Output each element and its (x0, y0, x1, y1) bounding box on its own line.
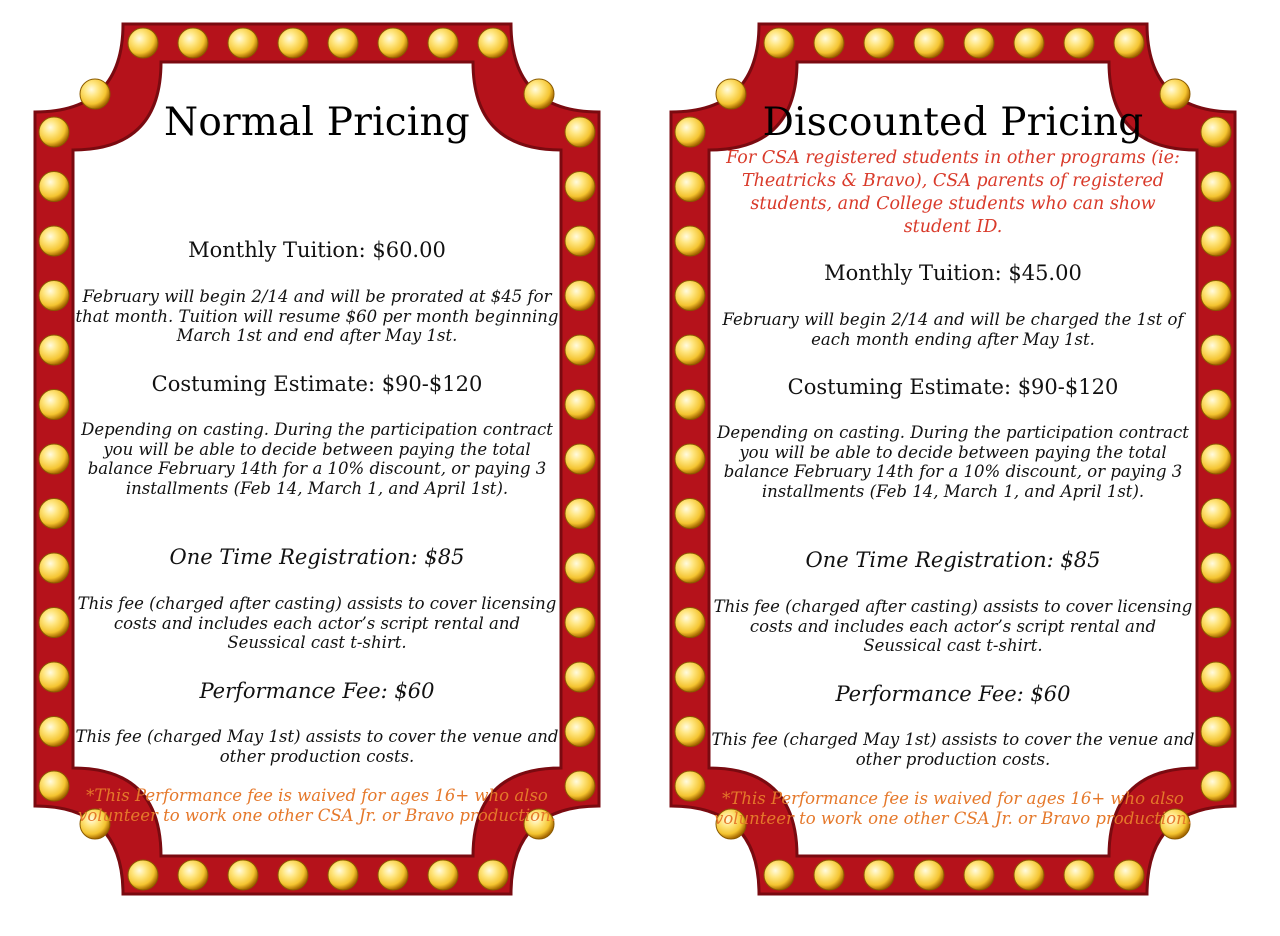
discounted-pricing-card (669, 22, 1237, 896)
marquee-bulb-icon (914, 28, 944, 58)
marquee-bulb-icon (864, 860, 894, 890)
marquee-bulb-icon (1201, 608, 1231, 638)
page-title: Normal Pricing (164, 100, 470, 145)
marquee-bulb-icon (39, 390, 69, 420)
marquee-bulb-icon (1064, 28, 1094, 58)
marquee-bulb-icon (764, 860, 794, 890)
tuition-text: February will begin 2/14 and will be charged the 1st of each month ending after May 1st. (722, 310, 1184, 349)
marquee-bulb-icon (565, 172, 595, 202)
marquee-bulb-icon (565, 281, 595, 311)
waiver-note: *This Performance fee is waived for ages 16+ who also volunteer to work one other CSA Jr. or Bravo production. (714, 789, 1192, 828)
marquee-bulb-icon (128, 860, 158, 890)
marquee-bulb-icon (1201, 553, 1231, 583)
marquee-bulb-icon (1201, 281, 1231, 311)
eligibility-text: For CSA registered students in other programs (ie: Theatricks & Bravo), CSA parents of registered students, and College students who can show student ID. (726, 148, 1180, 237)
marquee-bulb-icon (1201, 117, 1231, 147)
registration-text: This fee (charged after casting) assists to cover licensing costs and includes each actor’s script rental and Seussical cast t-shirt. (713, 597, 1193, 655)
marquee-bulb-icon (1201, 662, 1231, 692)
marquee-bulb-icon (814, 860, 844, 890)
marquee-bulb-icon (39, 553, 69, 583)
marquee-bulb-icon (39, 281, 69, 311)
marquee-bulb-icon (565, 608, 595, 638)
marquee-bulb-icon (39, 335, 69, 365)
tuition-text: February will begin 2/14 and will be prorated at $45 for that month. Tuition will resume $60 per month beginning March 1st and end after May 1st. (75, 287, 559, 345)
performance-text: This fee (charged May 1st) assists to cover the venue and other production costs. (75, 727, 559, 766)
marquee-bulb-icon (39, 117, 69, 147)
marquee-bulb-icon (39, 226, 69, 256)
marquee-bulb-icon (1201, 444, 1231, 474)
marquee-bulb-icon (914, 860, 944, 890)
marquee-bulb-icon (675, 226, 705, 256)
marquee-bulb-icon (864, 28, 894, 58)
marquee-bulb-icon (565, 771, 595, 801)
marquee-bulb-icon (228, 860, 258, 890)
normal-pricing-card (33, 22, 601, 896)
performance-text: This fee (charged May 1st) assists to cover the venue and other production costs. (711, 730, 1195, 769)
waiver-note: *This Performance fee is waived for ages 16+ who also volunteer to work one other CSA Jr. or Bravo production. (78, 786, 556, 825)
marquee-bulb-icon (39, 499, 69, 529)
marquee-bulb-icon (478, 28, 508, 58)
marquee-bulb-icon (1114, 28, 1144, 58)
marquee-bulb-icon (675, 662, 705, 692)
marquee-bulb-icon (675, 608, 705, 638)
marquee-bulb-icon (1201, 771, 1231, 801)
marquee-bulb-icon (428, 28, 458, 58)
marquee-bulb-icon (278, 28, 308, 58)
marquee-bulb-icon (378, 860, 408, 890)
marquee-bulb-icon (378, 28, 408, 58)
marquee-bulb-icon (565, 553, 595, 583)
marquee-bulb-icon (1201, 335, 1231, 365)
marquee-bulb-icon (1201, 390, 1231, 420)
marquee-bulb-icon (565, 662, 595, 692)
performance-heading: Performance Fee: $60 (199, 679, 435, 703)
marquee-bulb-icon (565, 444, 595, 474)
tuition-heading: Monthly Tuition: $60.00 (188, 238, 446, 262)
marquee-bulb-icon (565, 390, 595, 420)
marquee-bulb-icon (128, 28, 158, 58)
marquee-bulb-icon (565, 717, 595, 747)
marquee-bulb-icon (675, 553, 705, 583)
marquee-bulb-icon (39, 717, 69, 747)
marquee-bulb-icon (1114, 860, 1144, 890)
marquee-bulb-icon (1014, 860, 1044, 890)
marquee-bulb-icon (565, 499, 595, 529)
marquee-bulb-icon (675, 390, 705, 420)
marquee-bulb-icon (1201, 499, 1231, 529)
marquee-bulb-icon (1201, 226, 1231, 256)
registration-heading: One Time Registration: $85 (169, 545, 465, 569)
marquee-bulb-icon (675, 335, 705, 365)
marquee-bulb-icon (478, 860, 508, 890)
marquee-bulb-icon (39, 608, 69, 638)
marquee-bulb-icon (1014, 28, 1044, 58)
marquee-bulb-icon (39, 444, 69, 474)
marquee-bulb-icon (1064, 860, 1094, 890)
marquee-bulb-icon (1201, 717, 1231, 747)
marquee-bulb-icon (764, 28, 794, 58)
marquee-bulb-icon (178, 28, 208, 58)
marquee-bulb-icon (675, 717, 705, 747)
marquee-bulb-icon (565, 226, 595, 256)
page-title: Discounted Pricing (762, 100, 1144, 145)
marquee-bulb-icon (328, 28, 358, 58)
tuition-heading: Monthly Tuition: $45.00 (824, 261, 1082, 285)
marquee-bulb-icon (178, 860, 208, 890)
marquee-bulb-icon (964, 860, 994, 890)
marquee-bulb-icon (228, 28, 258, 58)
costume-heading: Costuming Estimate: $90-$120 (151, 372, 483, 396)
marquee-bulb-icon (675, 172, 705, 202)
costume-text: Depending on casting. During the participation contract you will be able to decide between paying the total balance February 14th for a 10% discount, or paying 3 installments (Feb 14, March 1, and April 1st). (717, 423, 1189, 501)
marquee-bulb-icon (675, 444, 705, 474)
marquee-bulb-icon (565, 335, 595, 365)
registration-text: This fee (charged after casting) assists to cover licensing costs and includes each actor’s script rental and Seussical cast t-shirt. (77, 594, 557, 652)
marquee-bulb-icon (964, 28, 994, 58)
marquee-bulb-icon (328, 860, 358, 890)
marquee-bulb-icon (39, 172, 69, 202)
marquee-bulb-icon (675, 771, 705, 801)
marquee-bulb-icon (428, 860, 458, 890)
marquee-bulb-icon (39, 662, 69, 692)
marquee-bulb-icon (565, 117, 595, 147)
marquee-bulb-icon (278, 860, 308, 890)
costume-text: Depending on casting. During the participation contract you will be able to decide between paying the total balance February 14th for a 10% discount, or paying 3 installments (Feb 14, March 1, and April 1st). (81, 420, 553, 498)
performance-heading: Performance Fee: $60 (835, 682, 1071, 706)
costume-heading: Costuming Estimate: $90-$120 (787, 375, 1119, 399)
registration-heading: One Time Registration: $85 (805, 548, 1101, 572)
marquee-bulb-icon (1201, 172, 1231, 202)
marquee-bulb-icon (39, 771, 69, 801)
marquee-bulb-icon (675, 117, 705, 147)
marquee-bulb-icon (814, 28, 844, 58)
marquee-bulb-icon (675, 499, 705, 529)
marquee-bulb-icon (675, 281, 705, 311)
